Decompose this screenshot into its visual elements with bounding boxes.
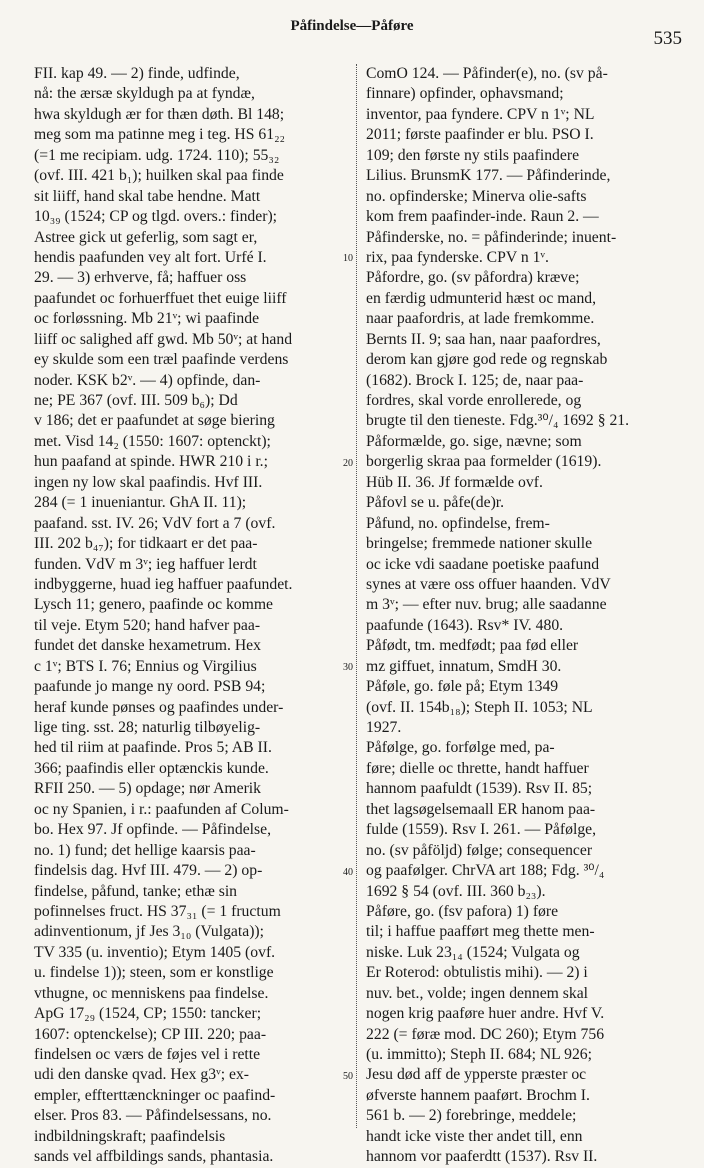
text-line: Påformælde, go. sige, nævne; som (366, 432, 582, 450)
text-line: paafunde (1643). Rsv* IV. 480. (366, 616, 564, 634)
text-line: naar paafordris, at lade fremkomme. (366, 310, 595, 328)
text-line: Påfund, no. opfindelse, frem- (366, 514, 550, 532)
text-line: mz giffuet, innatum, SmdH 30. (366, 657, 562, 675)
text-line: Påfovl se u. påfe(de)r. (366, 494, 505, 512)
text-line: nå: the ærsæ skyldugh pa at fyndæ, (34, 85, 255, 103)
line-number: 10 (343, 253, 353, 265)
text-line: 1927. (366, 719, 402, 736)
text-line: 29. — 3) erhverve, få; haffuer oss (34, 269, 247, 287)
text-line: findelsen oc værs de føjes vel i rette (34, 1046, 261, 1063)
text-line: handt icke viste ther andet till, enn (366, 1127, 583, 1145)
text-line: 561 b. — 2) forebringe, meddele; (366, 1107, 577, 1125)
text-line: oc forløssning. Mb 21ᵛ; wi paafinde (34, 310, 260, 328)
text-line: sit liiff, hand skal tabe hendne. Matt (34, 187, 261, 205)
line-number: 30 (343, 662, 353, 674)
text-line: indbyggerne, huad ieg haffuer paafundet. (34, 575, 293, 593)
text-line: Jesu død aff de ypperste præster oc (366, 1066, 587, 1084)
text-line: paafand. sst. IV. 26; VdV fort a 7 (ovf. (34, 514, 276, 532)
text-line: indbildningskraft; paafindelsis (34, 1127, 226, 1145)
text-line: oc ny Spanien, i r.: paafunden af Colum- (34, 800, 289, 818)
text-line: ApG 17₂₉ (1524, CP; 1550: tancker; (34, 1005, 262, 1023)
page-number: 535 (653, 28, 682, 49)
text-line: 1607: optenckelse); CP III. 220; paa- (34, 1025, 267, 1043)
text-line: Påfordre, go. (sv påfordra) kræve; (366, 269, 580, 287)
text-line: ingen ny low skal paafindis. Hvf III. (34, 473, 263, 491)
text-line: fordres, skal vorde enrollerede, og (366, 392, 582, 409)
text-line: nuv. bet., volde; ingen dennem skal (366, 984, 589, 1002)
line-number: 40 (343, 866, 353, 878)
text-line: øfverste hannem paaført. Brochm I. (366, 1086, 590, 1104)
text-line: til; i haffue paafført meg thette men- (366, 923, 595, 941)
left-column (34, 64, 346, 1168)
text-line: no. 1) fund; det hellige kaarsis paa- (34, 841, 256, 859)
text-line: liiff oc salighed aff gwd. Mb 50ᵛ; at hand (34, 330, 293, 348)
text-line: synes at være oss offuer haanden. VdV (366, 575, 611, 593)
text-line: ne; PE 367 (ovf. III. 509 b₆); Dd (34, 392, 238, 409)
text-line: rix, paa fynderske. CPV n 1ᵛ. (366, 248, 549, 266)
text-line: Bernts II. 9; saa han, naar paafordres, (366, 330, 601, 348)
text-line: ey skulde som een træl paafinde verdens (34, 351, 289, 369)
text-line: lige ting. sst. 28; naturlig tilbøyelig- (34, 719, 261, 736)
text-line: no. opfinderske; Minerva olie-safts (366, 187, 587, 205)
text-line: (=1 me recipiam. udg. 1724. 110); 55₃₂ (34, 146, 280, 164)
text-line: hendis paafunden vey alt fort. Urfé I. (34, 248, 267, 266)
text-line: meg som ma patinne meg i teg. HS 61₂₂ (34, 126, 286, 144)
text-line: findelsis dag. Hvf III. 479. — 2) op- (34, 862, 263, 880)
text-line: v 186; det er paafundet at søge biering (34, 412, 275, 430)
text-line: u. findelse 1)); steen, som er konstlige (34, 964, 274, 982)
text-line: paafundet oc forhuerffuet thet euige liiff (34, 289, 287, 307)
text-line: c 1ᵛ; BTS I. 76; Ennius og Virgilius (34, 657, 257, 675)
text-line: Astree gick ut geferlig, som sagt er, (34, 228, 258, 246)
text-line: funden. VdV m 3ᵛ; ieg haffuer lerdt (34, 555, 257, 573)
text-line: m 3ᵛ; — efter nuv. brug; alle saadanne (366, 596, 607, 614)
text-line: oc icke vdi saadane poetiske paafund (366, 555, 600, 573)
text-line: hannom vor paaferdtt (1537). Rsv II. (366, 1148, 598, 1166)
text-line: (1682). Brock I. 125; de, naar paa- (366, 371, 584, 389)
text-line: hed til riim at paafinde. Pros 5; AB II. (34, 739, 272, 757)
text-line: III. 202 b₄₇); for tidkaart er det paa- (34, 535, 258, 553)
text-line: pofinnelses fruct. HS 37₃₁ (= 1 fructum (34, 902, 281, 920)
line-number: 50 (343, 1071, 353, 1083)
text-line: udi den danske qvad. Hex g3ᵛ; ex- (34, 1066, 250, 1084)
text-line: Påføre, go. (fsv pafora) 1) føre (366, 902, 559, 920)
text-line: met. Visd 14₂ (1550: 1607: optenckt); (34, 432, 271, 450)
text-line: 10₃₉ (1524; CP og tlgd. overs.: finder); (34, 208, 278, 226)
text-line: Hüb II. 36. Jf formælde ovf. (366, 473, 543, 491)
text-line: til veje. Etym 520; hand hafver paa- (34, 616, 261, 634)
text-line: TV 335 (u. inventio); Etym 1405 (ovf. (34, 943, 276, 961)
text-line: ComO 124. — Påfinder(e), no. (sv på- (366, 65, 608, 82)
text-line: Lilius. BrunsmK 177. — Påfinderinde, (366, 167, 611, 185)
text-line: Lysch 11; genero, paafinde oc komme (34, 596, 274, 614)
running-head: Påfindelse—Påføre (290, 18, 414, 34)
text-line: FII. kap 49. — 2) finde, udfinde, (34, 65, 240, 82)
column-divider (356, 64, 357, 1128)
text-line: hwa skyldugh ær for thæn døth. Bl 148; (34, 105, 285, 123)
text-line: 222 (= føræ mod. DC 260); Etym 756 (366, 1025, 605, 1043)
text-line: no. (sv påföljd) følge; consequencer (366, 841, 593, 859)
text-line: Påfødt, tm. medfødt; paa fød eller (366, 637, 579, 655)
text-line: (u. immitto); Steph II. 684; NL 926; (366, 1046, 592, 1063)
text-line: fulde (1559). Rsv I. 261. — Påfølge, (366, 821, 597, 839)
text-line: (ovf. II. 154b₁₈); Steph II. 1053; NL (366, 698, 593, 716)
text-line: 2011; første paafinder er blu. PSO I. (366, 126, 594, 144)
page-header (0, 14, 704, 49)
text-line: og paafølger. ChrVA art 188; Fdg. ³⁰/₄ (366, 862, 605, 880)
text-line: brugte til den tieneste. Fdg.³⁰/₄ 1692 § 21. (366, 412, 630, 430)
text-line: 366; paafindis eller optænckis kunde. (34, 759, 269, 777)
text-line: bo. Hex 97. Jf opfinde. — Påfindelse, (34, 821, 272, 839)
text-line: elser. Pros 83. — Påfindelsessans, no. (34, 1107, 272, 1125)
line-number: 20 (343, 457, 353, 469)
text-line: noder. KSK b2ᵛ. — 4) opfinde, dan- (34, 371, 261, 389)
text-line: adinventionum, jf Jes 3₁₀ (Vulgata)); (34, 923, 265, 941)
text-line: niske. Luk 23₁₄ (1524; Vulgata og (366, 943, 580, 961)
text-line: 1692 § 54 (ovf. III. 360 b₂₃). (366, 882, 546, 900)
text-line: Påfølge, go. forfølge med, pa- (366, 739, 555, 757)
text-line: inventor, paa fyndere. CPV n 1ᵛ; NL (366, 105, 595, 123)
text-line: hannom paafuldt (1539). Rsv II. 85; (366, 780, 593, 798)
text-line: (ovf. III. 421 b₁); huilken skal paa finde (34, 167, 284, 185)
text-line: kom frem paafinder-inde. Raun 2. — (366, 208, 599, 226)
text-line: vthugne, oc menniskens paa findelse. (34, 984, 269, 1002)
text-line: 284 (= 1 inueniantur. GhA II. 11); (34, 494, 247, 512)
text-line: Er Roterod: obtulistis mihi). — 2) i (366, 964, 588, 982)
text-line: paafunde jo mange ny oord. PSB 94; (34, 678, 266, 696)
text-line: derom kan gjøre god rede og regnskab (366, 351, 608, 369)
text-line: RFII 250. — 5) opdage; nør Amerik (34, 780, 262, 798)
text-line: 109; den første ny stils paafindere (366, 146, 580, 164)
text-line: sands vel affbildings sands, phantasia. (34, 1148, 274, 1166)
text-line: en færdig udmunterid hæst oc mand, (366, 289, 597, 307)
text-line: empler, effterttænckninger oc paafind- (34, 1086, 276, 1104)
text-line: hun paafand at spinde. HWR 210 i r.; (34, 453, 268, 471)
text-line: fundet det danske hexametrum. Hex (34, 637, 261, 655)
text-line: nogen krig paaføre huer andre. Hvf V. (366, 1005, 605, 1023)
text-line: Påføle, go. føle på; Etym 1349 (366, 678, 559, 696)
text-line: findelse, påfund, tanke; ethæ sin (34, 882, 238, 900)
text-line: finnare) opfinder, ophavsmand; (366, 85, 564, 103)
text-line: føre; dielle oc thrette, handt haffuer (366, 759, 589, 777)
text-line: borgerlig skraa paa formelder (1619). (366, 453, 602, 471)
right-column (366, 64, 678, 1168)
text-line: thet lagsøgelsemaall ER hanom paa- (366, 800, 596, 818)
text-line: bringelse; fremmede nationer skulle (366, 535, 593, 553)
text-line: heraf kunde pønses og paafindes under- (34, 698, 284, 716)
text-line: Påfinderske, no. = påfinderinde; inuent- (366, 228, 617, 246)
